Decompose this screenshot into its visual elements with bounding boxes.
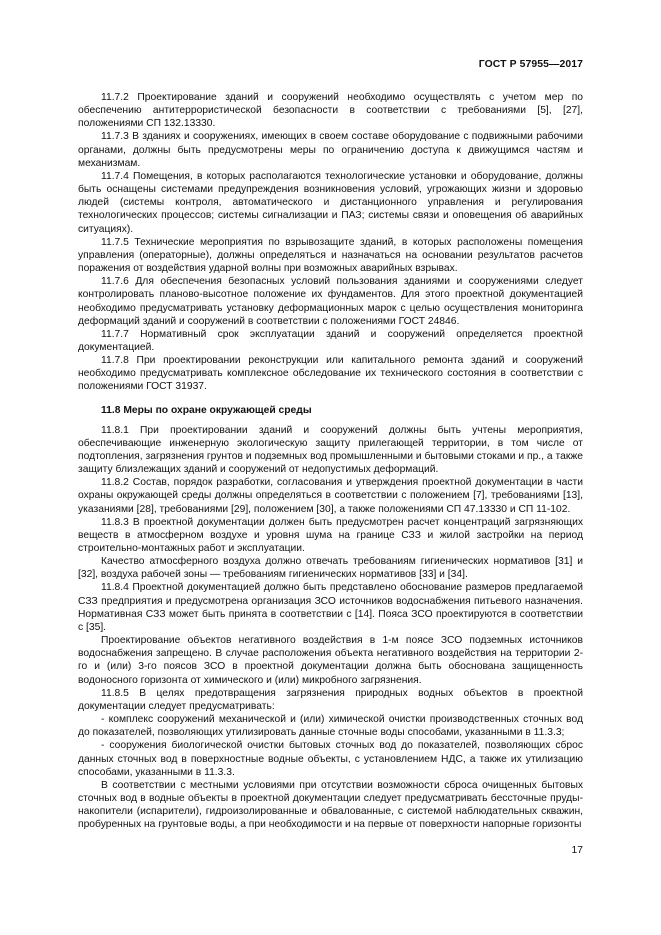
section-title: 11.8 Меры по охране окружающей среды — [101, 404, 312, 416]
document-body — [78, 91, 583, 831]
page-number: 17 — [571, 845, 583, 856]
list-item-mechanical-treatment: - комплекс сооружений механической и (или) химической очистки производственных сточных вод до показателей, позволяющих утилизировать данные сточные воды способами, указанными в 11.3.3; — [78, 714, 583, 739]
paragraph-11-8-5: 11.8.5 В целях предотвращения загрязнения природных водных объектов в проектной документации следует предусматривать: — [78, 687, 583, 712]
paragraph-air-quality: Качество атмосферного воздуха должно отвечать требованиям гигиенических нормативов [31] и [32], воздуха рабочей зоны — требованиям гигиенических нормативов [33] и [34]. — [78, 556, 583, 581]
paragraph-11-8-4: 11.8.4 Проектной документацией должно быть представлено обоснование размеров предлагаемой СЗЗ предприятия и предусмотрена организация ЗСО источников водоснабжения питьевого назначения. Нормативная СЗЗ может быть принята в соответствии с [14]. Пояса ЗСО проектируются в соответствии с [35]. — [78, 582, 583, 633]
paragraph-11-7-6: 11.7.6 Для обеспечения безопасных условий пользования зданиями и сооружениями следует контролировать планово-высотное положение их фундаментов. Для этого проектной документацией необходимо предусматривать установку деформационных марок с целью осуществления мониторинга деформаций зданий и сооружений в соответствии с положениями ГОСТ 24846. — [78, 276, 583, 327]
list-item-biological-treatment: - сооружения биологической очистки бытовых сточных вод до показателей, позволяющих сброс данных сточных вод в поверхностные водные объекты, с установлением НДС, а также их утилизацию способами, указанными в 11.3.3. — [78, 740, 583, 778]
standard-header: ГОСТ Р 57955—2017 — [478, 59, 583, 70]
paragraph-11-7-2: 11.7.2 Проектирование зданий и сооружений необходимо осуществлять с учетом мер по обеспечению антитеррористической безопасности в соответствии с требованиями [5], [27], положениями СП 132.13330. — [78, 92, 583, 130]
paragraph-11-7-4: 11.7.4 Помещения, в которых располагаются технологические установки и оборудование, должны быть оснащены системами предупреждения возникновения условий, угрожающих жизни и здоровью людей (системы контроля, автоматического и дистанционного управления и регулирования технологических процессов; системы сигнализации и ПАЗ; системы связи и оповещения об аварийных ситуациях). — [78, 170, 583, 235]
paragraph-11-7-8: 11.7.8 При проектировании реконструкции или капитального ремонта зданий и сооружений необходимо предусматривать комплексное обследование их технического состояния в соответствии с положениями ГОСТ 31937. — [78, 355, 583, 393]
paragraph-11-7-7: 11.7.7 Нормативный срок эксплуатации зданий и сооружений определяется проектной документацией. — [78, 328, 583, 353]
paragraph-zso-design: Проектирование объектов негативного воздействия в 1-м поясе ЗСО подземных источников водоснабжения запрещено. В случае расположения объекта негативного воздействия на территории 2-го и (или) 3-го поясов ЗСО в проектной документации должна быть обоснована защищенность водоносного горизонта от химического и (или) микробного загрязнения. — [78, 635, 583, 686]
paragraph-11-7-5: 11.7.5 Технические мероприятия по взрывозащите зданий, в которых расположены помещения управления (операторные), должны определяться и назначаться на основании результатов расчетов поражения от воздействия ударной волны при возможных аварийных взрывах. — [78, 236, 583, 275]
paragraph-11-7-3: 11.7.3 В зданиях и сооружениях, имеющих в своем составе оборудование с подвижными рабочими органами, должны быть предусмотрены меры по ограничению доступа к движущимся частям и механизмам. — [78, 131, 583, 169]
paragraph-11-8-2: 11.8.2 Состав, порядок разработки, согласования и утверждения проектной документации в части охраны окружающей среды должны определяться в соответствии с положением [7], требованиями [13], указаниями [28], требованиями [29], положением [30], а также положениями СП 47.13330 и СП 11-102. — [78, 477, 583, 515]
paragraph-11-8-1: 11.8.1 При проектировании зданий и сооружений должны быть учтены мероприятия, обеспечивающие инженерную экологическую защиту прилегающей территории, в том числе от подтопления, загрязнения грунтов и подземных вод промышленными и бытовыми стоками и пр., а также защиту близлежащих зданий и сооружений от недопустимых деформаций. — [78, 424, 583, 476]
paragraph-local-conditions: В соответствии с местными условиями при отсутствии возможности сброса очищенных бытовых сточных вод в водные объекты в проектной документации следует предусматривать бессточные пруды-накопители (испарители), гидроизолированные и обвалованные, с системой наблюдательных скважин, пробуренных на грунтовые воды, а при необходимости и на первые от поверхности напорные горизонты — [78, 779, 583, 831]
paragraph-11-8-3: 11.8.3 В проектной документации должен быть предусмотрен расчет концентраций загрязняющих веществ в атмосферном воздухе и уровня шума на границе СЗЗ и жилой застройки на период строительно-монтажных работ и эксплуатации. — [78, 516, 583, 554]
